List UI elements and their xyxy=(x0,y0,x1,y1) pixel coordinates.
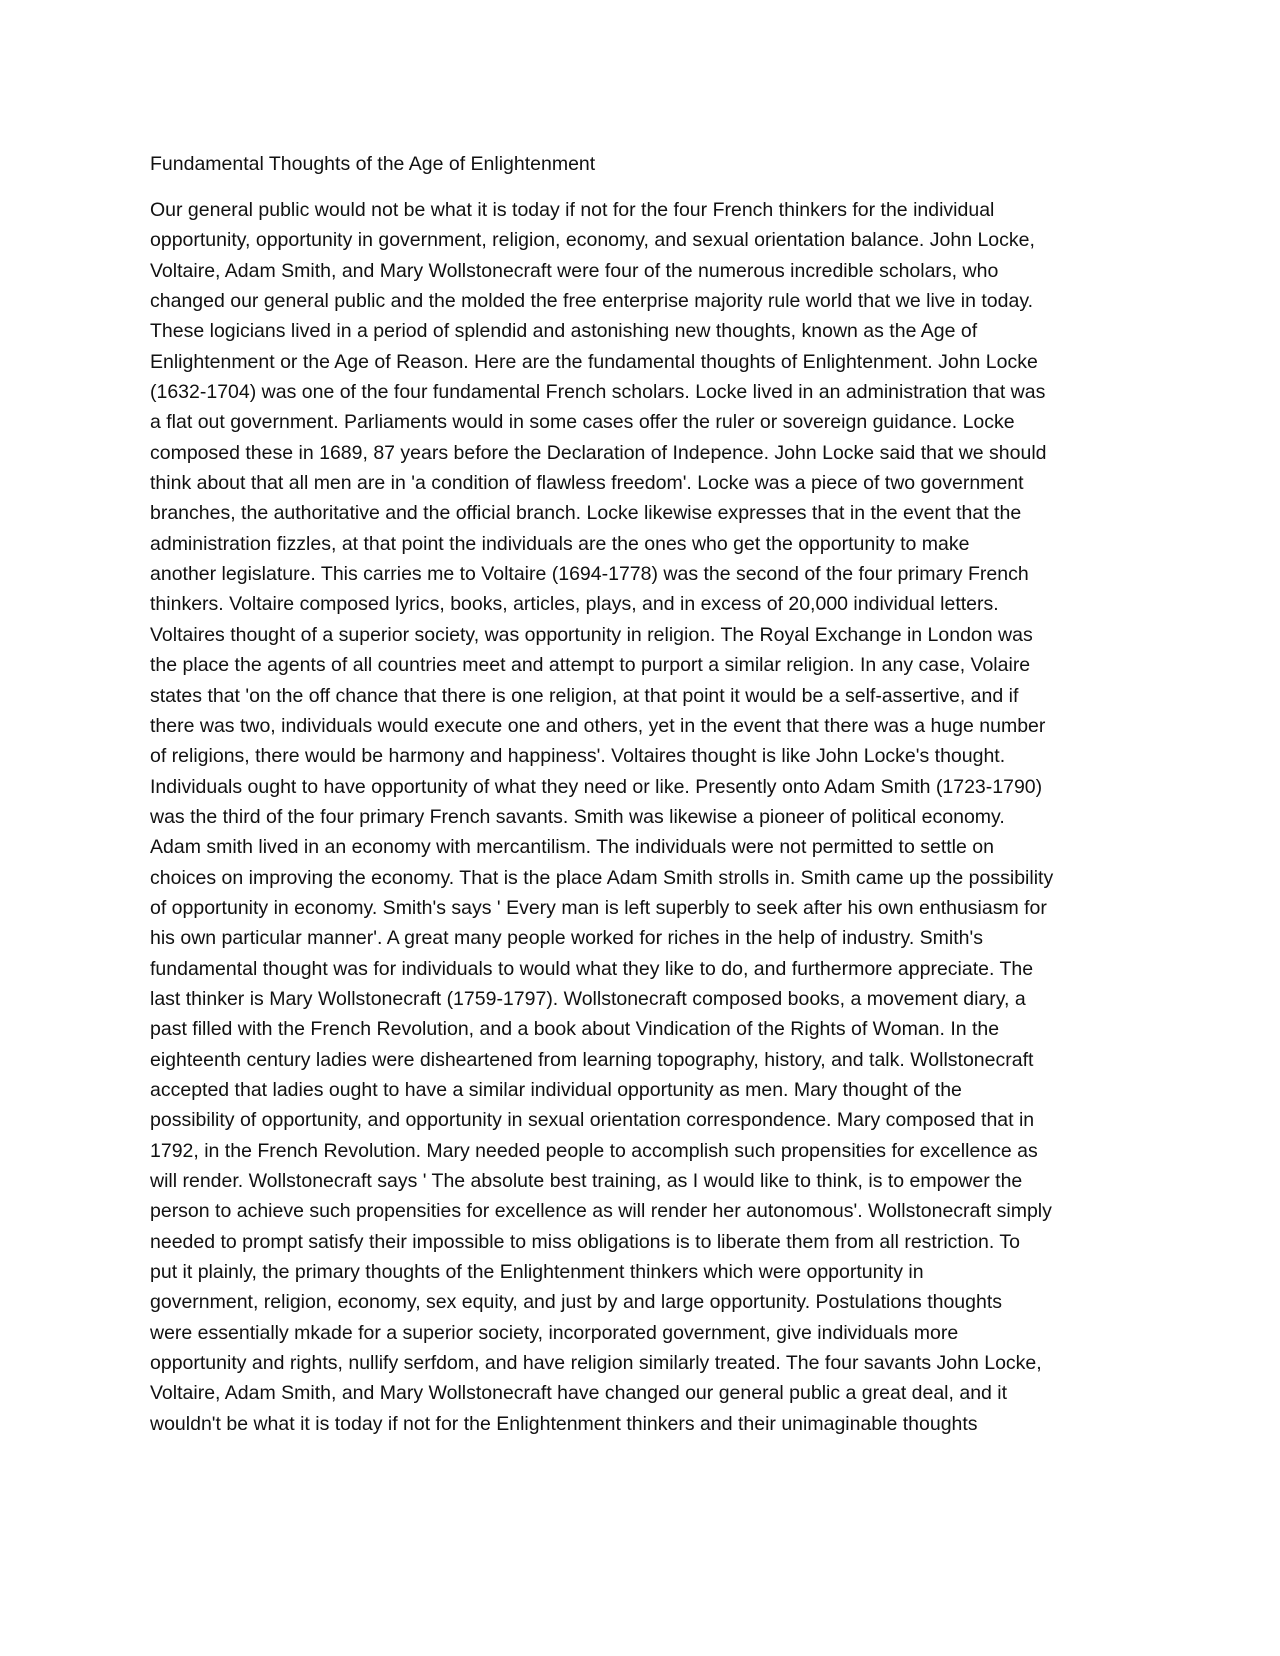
body-line: These logicians lived in a period of splendid and astonishing new thoughts, known as the Age of xyxy=(150,320,978,343)
body-line: opportunity and rights, nullify serfdom, and have religion similarly treated. The four savants John Locke, xyxy=(150,1352,1042,1375)
body-line: thinkers. Voltaire composed lyrics, books, articles, plays, and in excess of 20,000 individual letters. xyxy=(150,593,999,616)
body-line: think about that all men are in 'a condition of flawless freedom'. Locke was a piece of two government xyxy=(150,472,1024,495)
body-line: put it plainly, the primary thoughts of the Enlightenment thinkers which were opportunity in xyxy=(150,1261,924,1284)
body-line: there was two, individuals would execute one and others, yet in the event that there was a huge number xyxy=(150,714,1046,737)
body-line: needed to prompt satisfy their impossible to miss obligations is to liberate them from all restriction. To xyxy=(150,1230,1020,1253)
body-line: will render. Wollstonecraft says ' The absolute best training, as I would like to think, is to empower the xyxy=(150,1170,1023,1192)
body-line: branches, the authoritative and the official branch. Locke likewise expresses that in the event that the xyxy=(150,502,1022,525)
body-line: opportunity, opportunity in government, religion, economy, and sexual orientation balance. John Locke, xyxy=(150,229,1035,252)
body-line: eighteenth century ladies were disheartened from learning topography, history, and talk. Wollstonecraft xyxy=(150,1048,1034,1071)
body-line: a flat out government. Parliaments would in some cases offer the ruler or sovereign guidance. Locke xyxy=(150,411,1015,434)
body-line: government, religion, economy, sex equity, and just by and large opportunity. Postulations thoughts xyxy=(150,1291,1003,1314)
body-line: changed our general public and the molded the free enterprise majority rule world that we live in today. xyxy=(150,290,1034,313)
body-line: person to achieve such propensities for excellence as will render her autonomous'. Wollstonecraft simply xyxy=(150,1200,1052,1223)
body-line: Enlightenment or the Age of Reason. Here are the fundamental thoughts of Enlightenment. John Locke xyxy=(150,350,1038,373)
body-line: accepted that ladies ought to have a similar individual opportunity as men. Mary thought of the xyxy=(150,1078,962,1101)
body-line: Voltaire, Adam Smith, and Mary Wollstonecraft have changed our general public a great deal, and it xyxy=(150,1382,1008,1405)
body-line: his own particular manner'. A great many people worked for riches in the help of industry. Smith's xyxy=(150,927,983,950)
body-line: (1632-1704) was one of the four fundamental French scholars. Locke lived in an administration that was xyxy=(150,381,1046,404)
body-line: Individuals ought to have opportunity of what they need or like. Presently onto Adam Smith (1723-1790) xyxy=(150,775,1043,798)
body-line: past filled with the French Revolution, and a book about Vindication of the Rights of Woman. In the xyxy=(150,1018,1000,1041)
body-line: possibility of opportunity, and opportunity in sexual orientation correspondence. Mary composed that in xyxy=(150,1109,1035,1132)
body-line: was the third of the four primary French savants. Smith was likewise a pioneer of political economy. xyxy=(150,805,1005,828)
body-line: administration fizzles, at that point the individuals are the ones who get the opportunity to make xyxy=(150,532,970,555)
body-line: Voltaires thought of a superior society, was opportunity in religion. The Royal Exchange in London was xyxy=(150,623,1033,646)
document-body xyxy=(150,195,1160,1439)
body-line: composed these in 1689, 87 years before the Declaration of Indepence. John Locke said that we should xyxy=(150,441,1047,464)
body-line: states that 'on the off chance that there is one religion, at that point it would be a self-assertive, and if xyxy=(150,684,1019,707)
body-line: Adam smith lived in an economy with mercantilism. The individuals were not permitted to settle on xyxy=(150,836,994,859)
body-line: wouldn't be what it is today if not for the Enlightenment thinkers and their unimaginable thoughts xyxy=(150,1412,978,1435)
body-line: Voltaire, Adam Smith, and Mary Wollstonecraft were four of the numerous incredible scholars, who xyxy=(150,259,999,282)
body-line: fundamental thought was for individuals to would what they like to do, and furthermore appreciate. The xyxy=(150,957,1034,980)
body-line: the place the agents of all countries meet and attempt to purport a similar religion. In any case, Volaire xyxy=(150,654,1031,677)
body-line: of opportunity in economy. Smith's says ' Every man is left superbly to seek after his own enthusiasm for xyxy=(150,896,1047,919)
body-line: were essentially mkade for a superior society, incorporated government, give individuals more xyxy=(150,1321,959,1344)
body-line: choices on improving the economy. That is the place Adam Smith strolls in. Smith came up the possibility xyxy=(150,866,1054,889)
body-line: another legislature. This carries me to Voltaire (1694-1778) was the second of the four primary French xyxy=(150,563,1029,586)
body-line: 1792, in the French Revolution. Mary needed people to accomplish such propensities for excellence as xyxy=(150,1139,1038,1162)
document-title: Fundamental Thoughts of the Age of Enlightenment xyxy=(150,153,596,175)
body-line: of religions, there would be harmony and happiness'. Voltaires thought is like John Locke's thought. xyxy=(150,745,1006,768)
body-line: last thinker is Mary Wollstonecraft (1759-1797). Wollstonecraft composed books, a movement diary, a xyxy=(150,987,1026,1010)
body-line: Our general public would not be what it is today if not for the four French thinkers for the individual xyxy=(150,199,995,221)
